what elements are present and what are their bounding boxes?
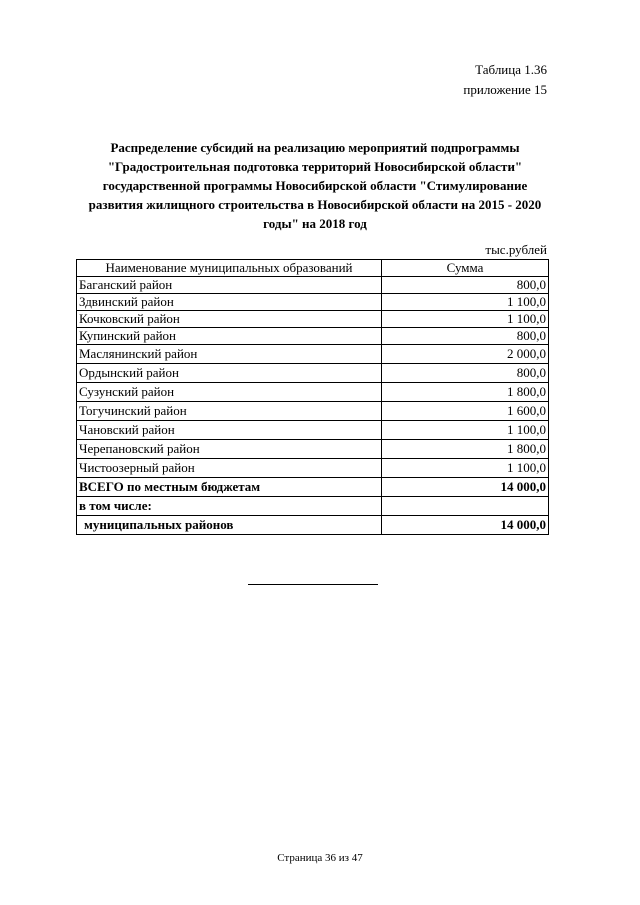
table-header-row	[77, 260, 549, 277]
row-sum: 1 100,0	[382, 459, 549, 478]
municipal-label: муниципальных районов	[77, 516, 382, 535]
row-name: Купинский район	[77, 328, 382, 345]
page-footer: Страница 36 из 47	[277, 852, 363, 864]
title-line-1: Распределение субсидий на реализацию мероприятий подпрограммы	[110, 140, 520, 155]
column-header-sum: Сумма	[382, 260, 549, 277]
title-line-4: развития жилищного строительства в Новосибирской области на 2015 - 2020	[88, 197, 542, 212]
row-name: Кочковский район	[77, 311, 382, 328]
municipal-row	[77, 516, 549, 535]
row-sum: 800,0	[382, 277, 549, 294]
title-line-2: "Градостроительная подготовка территорий Новосибирской области"	[107, 159, 523, 174]
table-number: Таблица 1.36	[475, 62, 547, 77]
row-name: Баганский район	[77, 277, 382, 294]
row-sum: 1 600,0	[382, 402, 549, 421]
row-name: Чистоозерный район	[77, 459, 382, 478]
including-value	[382, 497, 549, 516]
row-sum: 800,0	[382, 328, 549, 345]
row-sum: 1 100,0	[382, 421, 549, 440]
row-name: Маслянинский район	[77, 345, 382, 364]
table-row	[77, 328, 549, 345]
column-header-name: Наименование муниципальных образований	[77, 260, 382, 277]
row-name: Тогучинский район	[77, 402, 382, 421]
units-label: тыс.рублей	[485, 242, 547, 257]
municipal-value: 14 000,0	[382, 516, 549, 535]
row-name: Черепановский район	[77, 440, 382, 459]
including-row	[77, 497, 549, 516]
document-title	[80, 138, 550, 233]
subsidy-table	[76, 259, 549, 535]
appendix-label: приложение 15	[463, 82, 547, 97]
table-row	[77, 459, 549, 478]
row-sum: 2 000,0	[382, 345, 549, 364]
row-sum: 1 100,0	[382, 294, 549, 311]
total-row	[77, 478, 549, 497]
title-line-5: годы" на 2018 год	[263, 216, 367, 231]
total-value: 14 000,0	[382, 478, 549, 497]
row-sum: 1 800,0	[382, 383, 549, 402]
including-label: в том числе:	[77, 497, 382, 516]
row-sum: 800,0	[382, 364, 549, 383]
table-row	[77, 294, 549, 311]
row-name: Чановский район	[77, 421, 382, 440]
table-row	[77, 402, 549, 421]
table-row	[77, 277, 549, 294]
separator-line	[248, 584, 378, 585]
table-row	[77, 383, 549, 402]
row-name: Сузунский район	[77, 383, 382, 402]
table-row	[77, 440, 549, 459]
title-line-3: государственной программы Новосибирской области "Стимулирование	[102, 178, 528, 193]
table-row	[77, 311, 549, 328]
row-sum: 1 800,0	[382, 440, 549, 459]
row-name: Ордынский район	[77, 364, 382, 383]
table-row	[77, 364, 549, 383]
row-name: Здвинский район	[77, 294, 382, 311]
total-label: ВСЕГО по местным бюджетам	[77, 478, 382, 497]
table-row	[77, 345, 549, 364]
row-sum: 1 100,0	[382, 311, 549, 328]
table-row	[77, 421, 549, 440]
